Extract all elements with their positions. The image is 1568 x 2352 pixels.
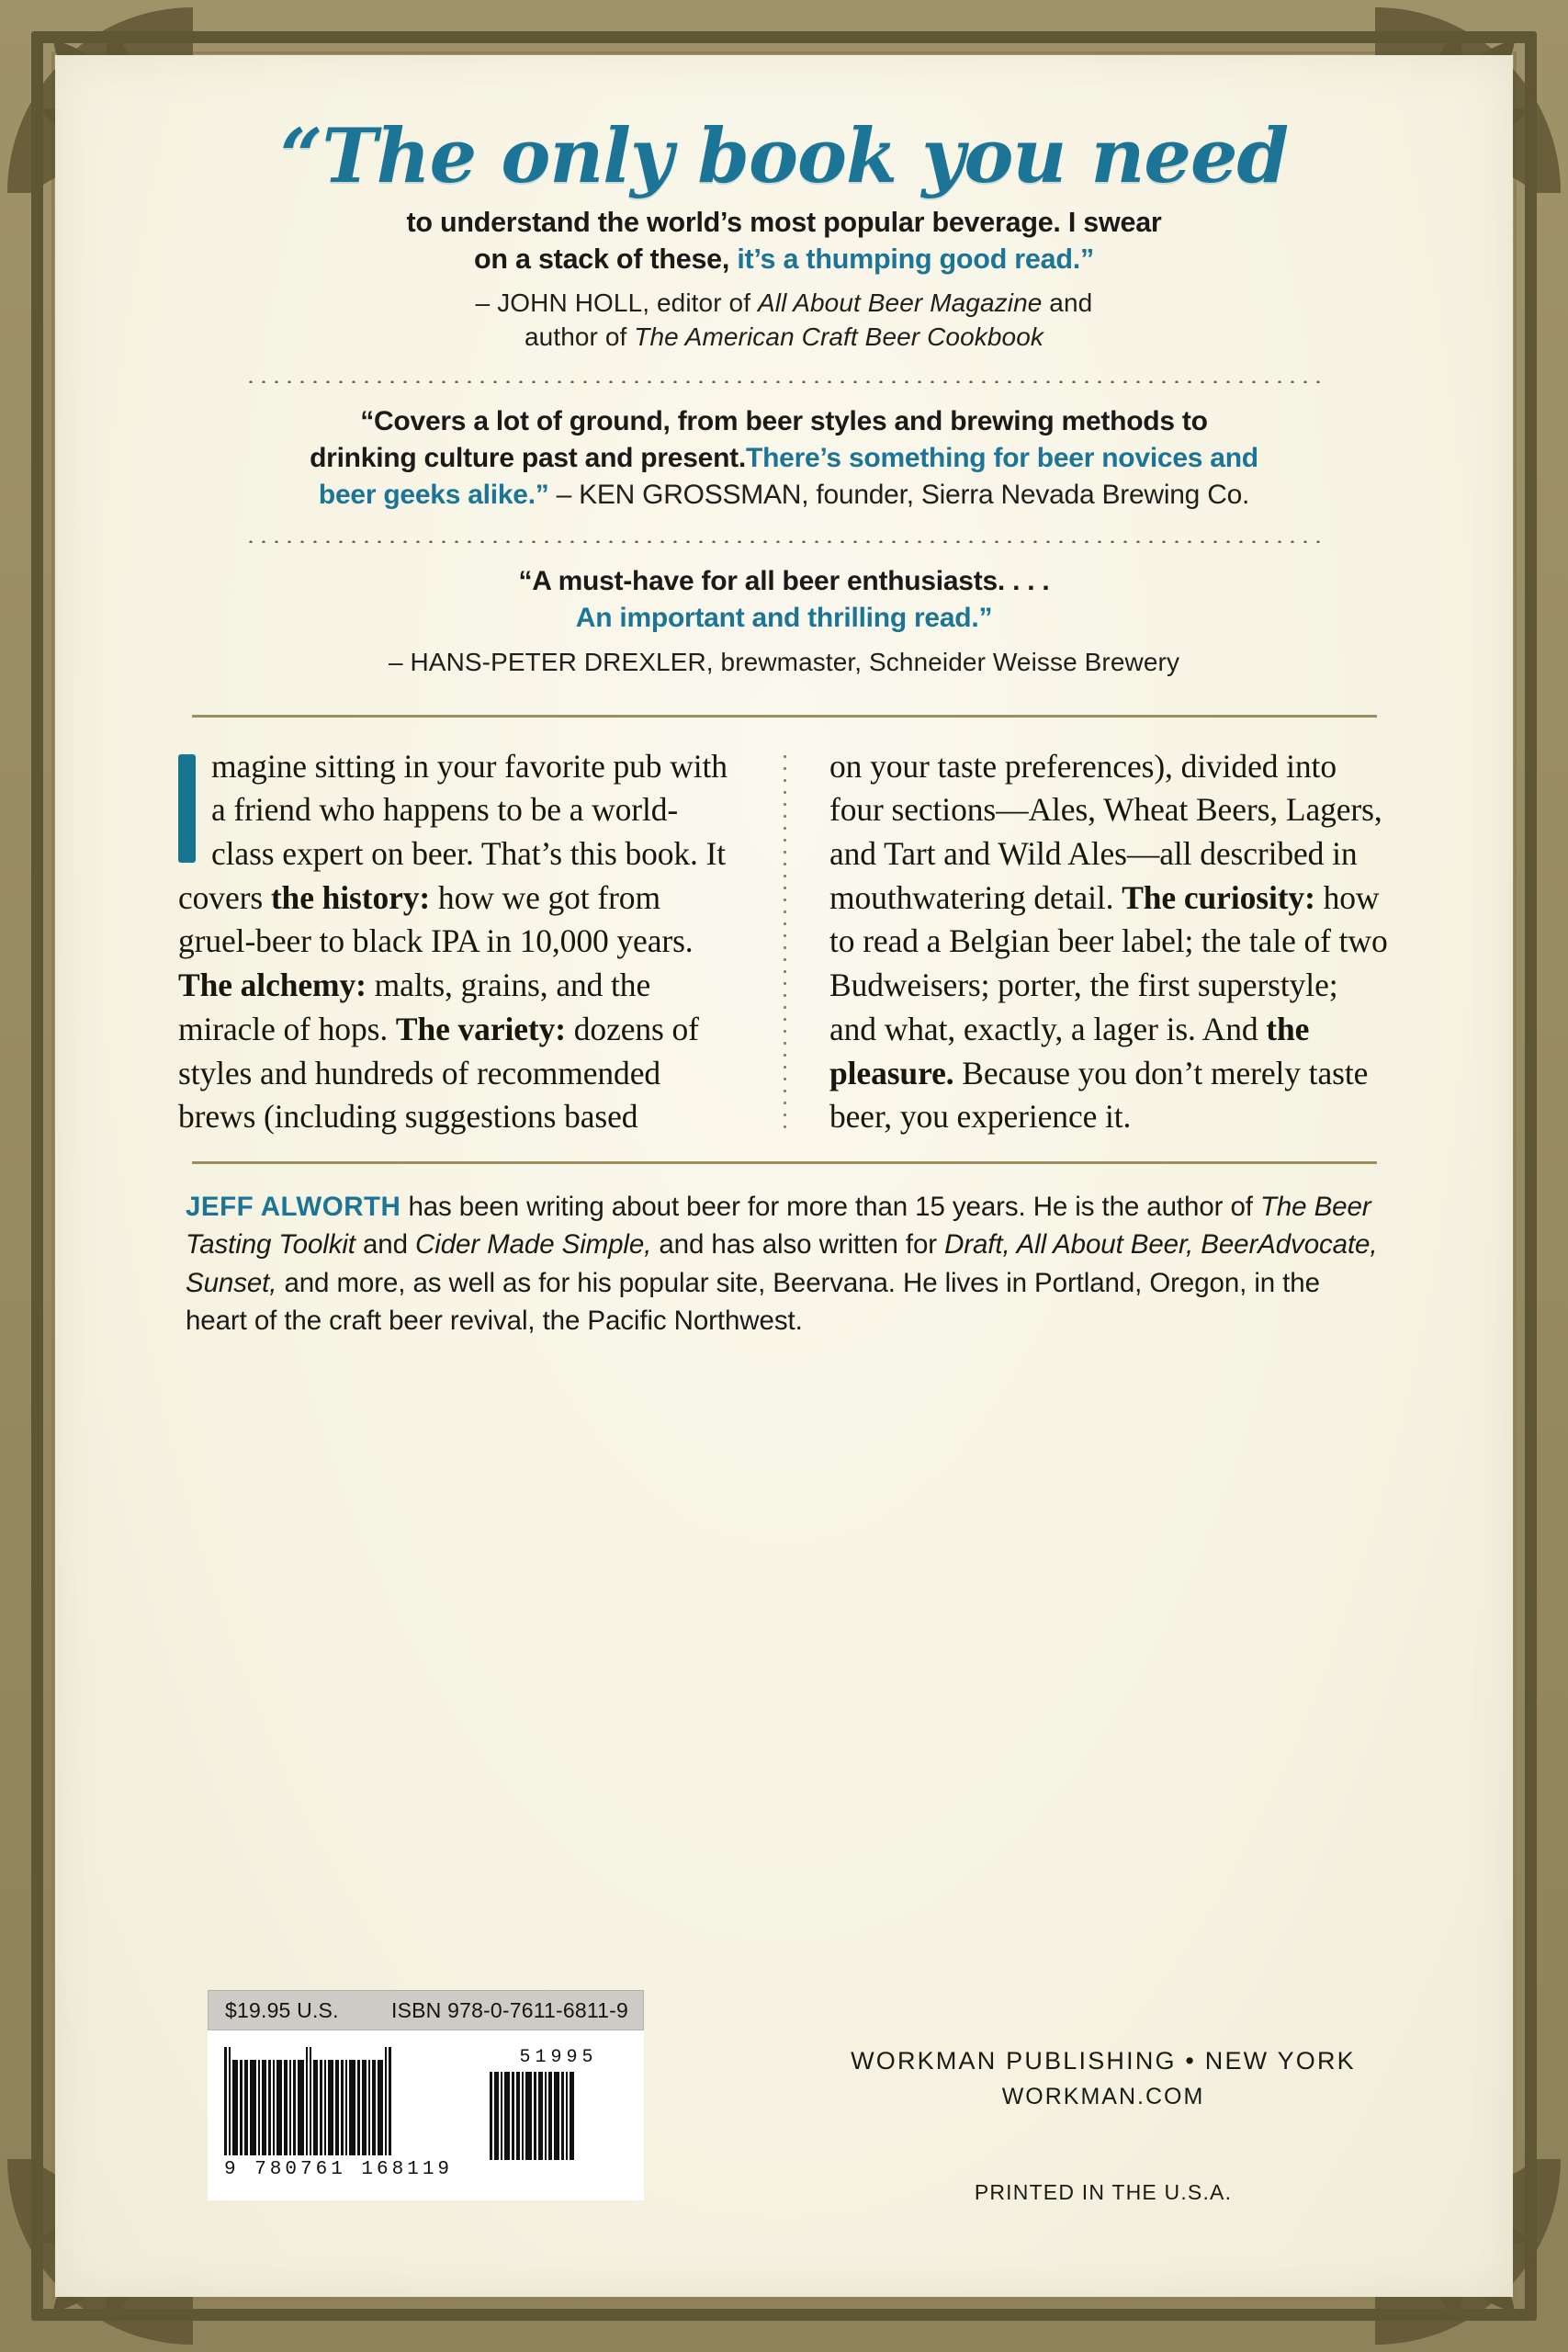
ean5-digits: 51995 bbox=[519, 2047, 598, 2068]
cover-paper-panel bbox=[55, 55, 1513, 2297]
dropcap-letter-i bbox=[178, 754, 196, 863]
quote-john-holl bbox=[134, 205, 1434, 277]
book-description bbox=[134, 745, 1434, 1140]
attribution-line bbox=[134, 321, 1434, 354]
attribution-italic-title: The American Craft Beer Cookbook bbox=[634, 322, 1043, 351]
cover-footer bbox=[134, 1990, 1434, 2256]
body-text: malts, grains, and the miracle of hops. bbox=[178, 967, 651, 1047]
ean5-addon-barcode bbox=[490, 2047, 627, 2160]
attribution-pre: – JOHN HOLL, editor of bbox=[475, 288, 758, 318]
price-label: $19.95 U.S. bbox=[225, 1997, 339, 2022]
body-text: how we got from gruel-beer to black IPA in 10,000 years. bbox=[178, 878, 694, 960]
author-bio bbox=[134, 1188, 1434, 1340]
quote-line-highlight: An important and thrilling read.” bbox=[575, 602, 993, 633]
dotted-divider-2 bbox=[244, 537, 1324, 543]
body-text-bold: The alchemy: bbox=[178, 967, 367, 1004]
description-column-right bbox=[787, 745, 1408, 1140]
section-rule-bottom bbox=[192, 1161, 1377, 1164]
quote-line: to understand the world’s most popular beverage. I swear bbox=[406, 207, 1162, 238]
attribution-inline: – KEN GROSSMAN, founder, Sierra Nevada Brewing Co. bbox=[548, 479, 1250, 510]
quote-text-plain: on a stack of these, bbox=[474, 243, 738, 275]
publisher-name: WORKMAN PUBLISHING • NEW YORK bbox=[851, 2047, 1356, 2075]
isbn-label: ISBN 978-0-7611-6811-9 bbox=[391, 1997, 628, 2022]
body-text-bold: the history: bbox=[270, 878, 431, 916]
ean5-bars bbox=[490, 2072, 627, 2160]
attribution-hans-peter-drexler: – HANS-PETER DREXLER, brewmaster, Schneider Weisse Brewery bbox=[388, 648, 1180, 677]
publisher-block bbox=[809, 2047, 1397, 2205]
body-text: on your taste preferences), divided into four sections—Ales, Wheat Beers, Lagers, and Tart and Wild Ales—all described in mouthwatering detail. bbox=[829, 747, 1382, 916]
barcode-area bbox=[208, 2030, 644, 2200]
body-text-bold: The variety: bbox=[395, 1010, 566, 1047]
quote-hans-peter-drexler bbox=[134, 563, 1434, 637]
section-rule-top bbox=[192, 715, 1377, 718]
body-text-bold: the pleasure. bbox=[829, 1010, 1310, 1091]
attribution-post: and bbox=[1042, 288, 1093, 318]
ean13-bars bbox=[224, 2047, 468, 2155]
bio-italic-title: The Beer Tasting Toolkit bbox=[186, 1192, 1371, 1261]
quote-line bbox=[134, 440, 1434, 477]
author-name: JEFF ALWORTH bbox=[186, 1192, 401, 1223]
bio-text: has been writing about beer for more than 15 years. He is the author of bbox=[400, 1192, 1260, 1223]
ean13-barcode bbox=[224, 2047, 468, 2180]
description-column-left bbox=[160, 745, 783, 1140]
body-text-bold: The curiosity: bbox=[1122, 878, 1315, 916]
quote-ken-grossman bbox=[134, 403, 1434, 514]
body-text: Because you don’t merely taste beer, you experience it. bbox=[829, 1054, 1369, 1136]
body-text: dozens of styles and hundreds of recommended brews (including suggestions based bbox=[178, 1010, 699, 1136]
body-text: magine sitting in your favorite pub with a friend who happens to be a world-class expert on beer. That’s this book. It covers bbox=[178, 747, 728, 916]
bio-text: and has also written for bbox=[651, 1229, 945, 1261]
quote-text-plain: drinking culture past and present. bbox=[310, 442, 747, 473]
attribution-john-holl bbox=[134, 287, 1434, 354]
bio-text: and more, as well as for his popular site, Beervana. He lives in Portland, Oregon, in the heart of the craft beer revival, the Pacific Northwest. bbox=[186, 1267, 1320, 1336]
pull-quote-headline: “The only book you need bbox=[279, 113, 1289, 200]
bio-italic-title: Cider Made Simple, bbox=[415, 1229, 652, 1261]
dotted-divider-1 bbox=[244, 378, 1324, 383]
bio-italic-publications: Draft, All About Beer, BeerAdvocate, Sunset, bbox=[186, 1229, 1378, 1298]
quote-text-highlight: beer geeks alike.” bbox=[318, 479, 549, 510]
attribution-italic-title: All About Beer Magazine bbox=[757, 288, 1043, 318]
bio-text: and bbox=[355, 1229, 416, 1261]
barcode-block bbox=[208, 1990, 644, 2200]
attribution-line bbox=[134, 287, 1434, 320]
quote-text-highlight: it’s a thumping good read.” bbox=[737, 243, 1094, 275]
quote-line bbox=[134, 242, 1434, 278]
printed-in-label: PRINTED IN THE U.S.A. bbox=[974, 2180, 1233, 2204]
quote-line: “Covers a lot of ground, from beer styles and brewing methods to bbox=[360, 406, 1208, 437]
quote-line bbox=[134, 477, 1434, 514]
ean13-digits: 9 780761 168119 bbox=[224, 2159, 454, 2180]
attribution-pre: author of bbox=[524, 322, 635, 351]
quote-line: “A must-have for all beer enthusiasts. . . . bbox=[518, 565, 1050, 596]
publisher-website: WORKMAN.COM bbox=[1001, 2084, 1205, 2109]
quote-text-highlight: There’s something for beer novices and bbox=[746, 442, 1258, 473]
body-text: how to read a Belgian beer label; the tale of two Budweisers; porter, the first superstyle; and what, exactly, a lager is. And bbox=[829, 878, 1388, 1047]
price-isbn-bar bbox=[208, 1990, 644, 2030]
